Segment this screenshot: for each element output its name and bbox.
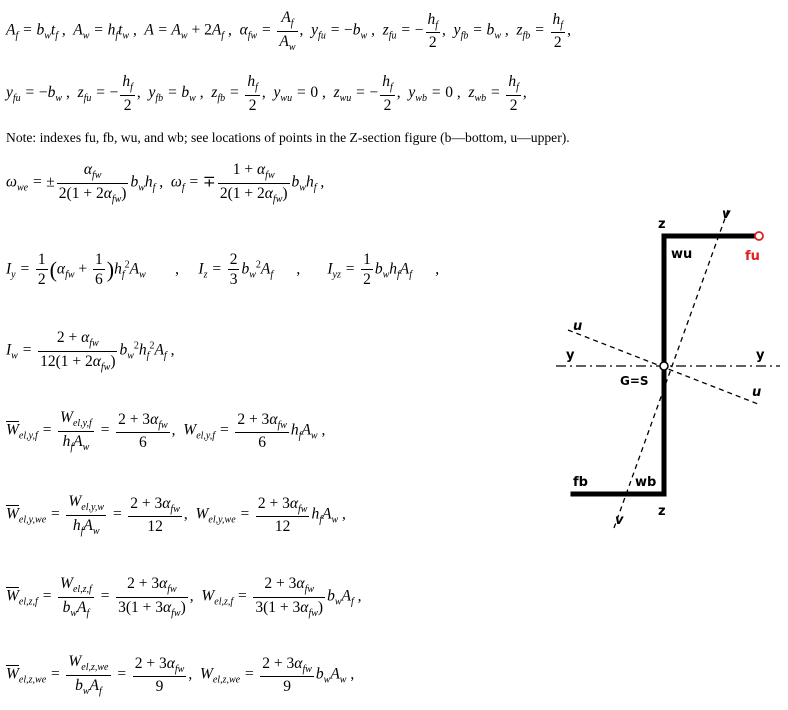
- equation-warping-constant: $I_w$ = $\frac{2 + \alpha_{fw}}{12(1 + 2\alpha_{fw})}$ $b_w^2h_f^2A_f$ ,: [6, 329, 175, 373]
- label-v-top: v: [722, 207, 731, 222]
- label-y-left: y: [566, 348, 575, 363]
- note-text: Note: indexes fu, fb, wu, and wb; see locations of points in the Z-section figure (b—bottom, u—upper).: [6, 130, 570, 145]
- equation-section-modulus-z-f: $\overline{W}_{el,z,f}$ = $\frac{W_{el,z,f}}{b_wA_f}$ = $\frac{2 + 3\alpha_{fw}}{3(1 + 3\alpha_{fw})}$ , $W_{el,z,f}$ = $\frac{2 + 3\alpha_{fw}}{3(1 + 3\alpha_{fw})}$ $b_wA_f$ ,: [6, 575, 362, 619]
- label-y-right: y: [756, 348, 765, 363]
- label-u-right: u: [752, 385, 762, 400]
- centroid-marker: [660, 362, 668, 370]
- label-center: G=S: [620, 374, 649, 388]
- label-wu: wu: [671, 247, 693, 262]
- equation-section-modulus-y-f: $\overline{W}_{el,y,f}$ = $\frac{W_{el,y,f}}{h_fA_w}$ = $\frac{2 + 3\alpha_{fw}}{6}$ , $W_{el,y,f}$ = $\frac{2 + 3\alpha_{fw}}{6}$ $h_fA_w$ ,: [6, 409, 326, 453]
- label-fb: fb: [573, 475, 588, 490]
- label-z-top: z: [658, 217, 666, 232]
- label-z-bottom: z: [658, 504, 666, 519]
- label-v-bottom: v: [615, 513, 624, 528]
- equation-moments-of-inertia: $I_y$ = $\frac{1}{2}$ ($\alpha_{fw}$ + $\frac{1}{6}$ )$h_f^2A_w$ , $I_z$ = $\frac{2}{3}$ $b_w^2A_f$ , $I_{yz}$ = $\frac{1}{2}$ $b_wh_fA_f$ ,: [6, 251, 440, 289]
- equation-section-modulus-y-we: $\overline{W}_{el,y,we}$ = $\frac{W_{el,y,w}}{h_fA_w}$ = $\frac{2 + 3\alpha_{fw}}{12}$ , $W_{el,y,we}$ = $\frac{2 + 3\alpha_{fw}}{12}$ $h_fA_w$ ,: [6, 493, 346, 537]
- equation-line-1: $A_f = b_wt_f$ , $A_w = h_ft_w$ , $A = A_w + 2A_f$ , $\alpha_{fw}$ = $\frac{A_f}{A_w}$ , $y_{fu} = -b_w$ , $z_{fu}$ = − $\frac{h_f}{2}$ , $y_{fb} = b_w$ , $z_{fb}$ = $\frac{h_f}{2}$ ,: [6, 9, 571, 53]
- label-fu: fu: [745, 249, 760, 264]
- fu-point-marker: [755, 232, 763, 240]
- equation-warping-ordinates: $\omega_{we}$ = ± $\frac{\alpha_{fw}}{2(1 + 2\alpha_{fw})}$ $b_wh_f$ , $\omega_f$ = ∓ $\frac{1 + \alpha_{fw}}{2(1 + 2\alpha_{fw})}$ $b_wh_f$ ,: [6, 161, 325, 205]
- equation-section-modulus-z-we: $\overline{W}_{el,z,we}$ = $\frac{W_{el,z,we}}{b_wA_f}$ = $\frac{2 + 3\alpha_{fw}}{9}$ , $W_{el,z,we}$ = $\frac{2 + 3\alpha_{fw}}{9}$ $b_wA_w$ ,: [6, 653, 355, 697]
- equation-line-2: $y_{fu} = -b_w$ , $z_{fu}$ = − $\frac{h_f}{2}$ , $y_{fb} = b_w$ , $z_{fb}$ = $\frac{h_f}{2}$ , $y_{wu} = 0$ , $z_{wu}$ = − $\frac{h_f}{2}$ , $y_{wb} = 0$ , $z_{wb}$ = $\frac{h_f}{2}$ ,: [6, 73, 527, 114]
- label-wb: wb: [635, 475, 657, 490]
- label-u-left: u: [573, 319, 583, 334]
